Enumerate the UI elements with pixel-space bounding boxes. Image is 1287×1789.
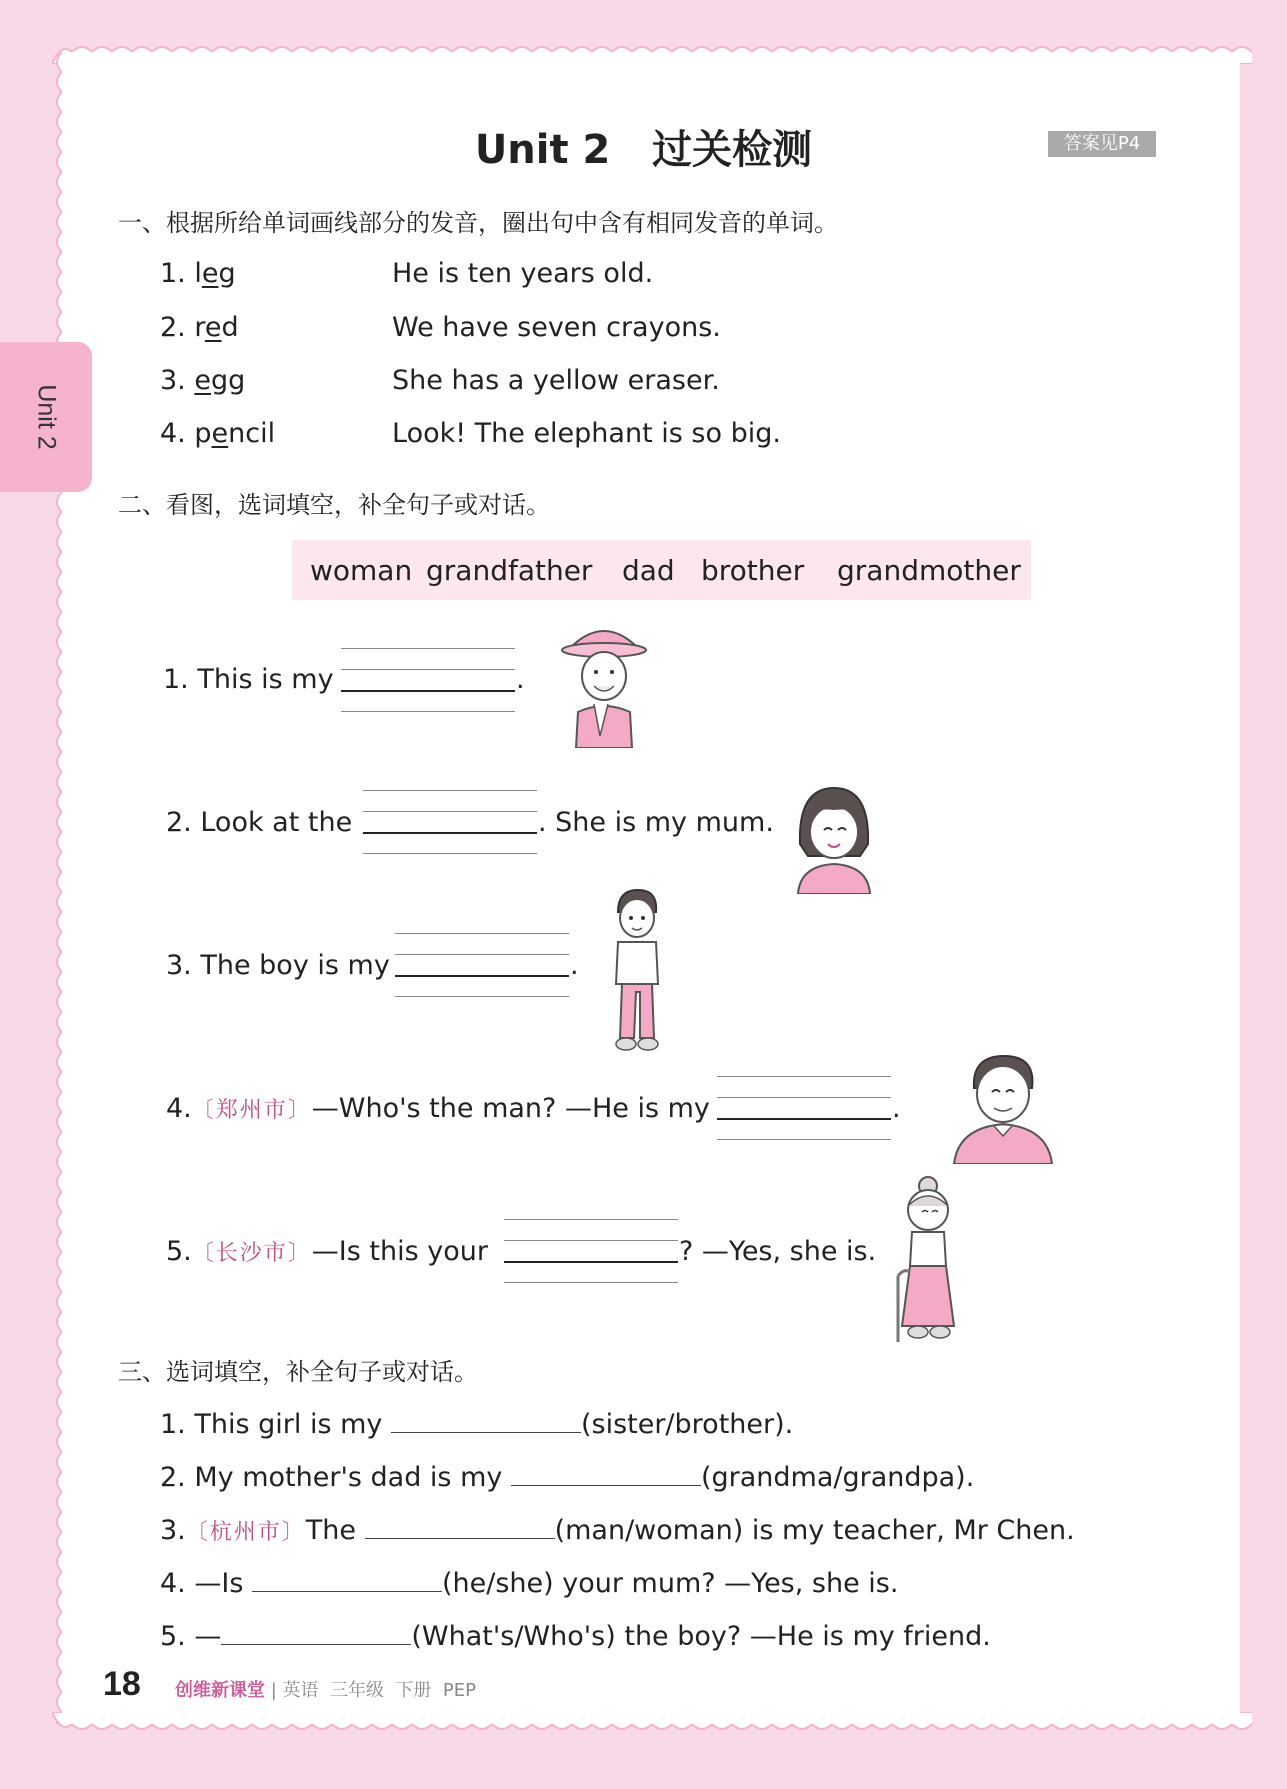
item-text-before: Look at the xyxy=(200,807,353,838)
section3-item-4 xyxy=(160,1564,898,1599)
item-number: 1. xyxy=(160,1409,186,1440)
item-number: 4. xyxy=(160,418,186,449)
section1-heading: 一、根据所给单词画线部分的发音，圈出句中含有相同发音的单词。 xyxy=(118,209,838,237)
word-bank-item: woman xyxy=(310,554,413,587)
section2-heading: 二、看图，选词填空，补全句子或对话。 xyxy=(118,491,550,519)
section1-item-1 xyxy=(160,258,236,289)
section1-sentence-4[interactable]: Look! The elephant is so big. xyxy=(392,418,781,449)
item-number: 4. xyxy=(166,1093,192,1124)
answer-blank[interactable] xyxy=(252,1564,442,1592)
section2-item-2-end: . She is my mum. xyxy=(538,807,774,838)
section1-sentence-2[interactable]: We have seven crayons. xyxy=(392,312,721,343)
section3-item-1 xyxy=(160,1405,793,1440)
item-text-before: This is my xyxy=(197,664,334,695)
item-number: 3. xyxy=(166,950,192,981)
four-line-blank-4[interactable] xyxy=(717,1076,891,1140)
item-word: leg xyxy=(194,258,236,289)
item-text-after: (man/woman) is my teacher, Mr Chen. xyxy=(554,1515,1075,1546)
item-number: 4. xyxy=(160,1568,186,1599)
city-label: 〔杭州市〕 xyxy=(185,1520,306,1545)
item-text-after: (What's/Who's) the boy? —He is my friend. xyxy=(411,1621,991,1652)
item-number: 1. xyxy=(163,664,189,695)
section3-item-5 xyxy=(160,1617,991,1652)
four-line-blank-2[interactable] xyxy=(363,790,537,854)
section1-item-3 xyxy=(160,365,245,396)
mum-icon xyxy=(790,784,878,894)
item-number: 5. xyxy=(166,1236,192,1267)
word-bank-item: brother xyxy=(701,554,805,587)
item-text-before: The boy is my xyxy=(200,950,390,981)
item-text-after: (he/she) your mum? —Yes, she is. xyxy=(441,1568,899,1599)
dad-icon xyxy=(950,1052,1056,1164)
section3-item-3 xyxy=(160,1511,1075,1546)
page-title: Unit 2 过关检测 xyxy=(474,127,813,173)
section2-item-1 xyxy=(163,664,334,695)
item-number: 2. xyxy=(160,312,186,343)
word-bank-item: grandmother xyxy=(837,554,1021,587)
answer-blank[interactable] xyxy=(391,1405,581,1433)
section2-item-3-end: . xyxy=(570,950,579,981)
section1-item-4 xyxy=(160,418,275,449)
section2-item-1-end: . xyxy=(516,664,525,695)
item-number: 1. xyxy=(160,258,186,289)
section2-item-3 xyxy=(166,950,390,981)
answer-blank[interactable] xyxy=(221,1617,411,1645)
item-text-after: (sister/brother). xyxy=(580,1409,794,1440)
item-number: 5. xyxy=(160,1621,186,1652)
word-bank xyxy=(292,540,1031,600)
item-number: 2. xyxy=(160,1462,186,1493)
city-label: 〔郑州市〕 xyxy=(191,1098,312,1123)
item-text-before: —Is this your xyxy=(311,1236,488,1267)
section2-item-4 xyxy=(166,1093,710,1124)
item-text-before: —Who's the man? —He is my xyxy=(311,1093,710,1124)
grandfather-icon xyxy=(558,620,650,748)
boy-icon xyxy=(604,888,670,1056)
publisher-brand: 创维新课堂 xyxy=(175,1680,265,1701)
footer-info xyxy=(175,1676,476,1702)
four-line-blank-1[interactable] xyxy=(341,648,515,712)
word-bank-item: grandfather xyxy=(426,554,593,587)
section2-item-2 xyxy=(166,807,352,838)
answer-blank[interactable] xyxy=(511,1458,701,1486)
section3-heading: 三、选词填空，补全句子或对话。 xyxy=(118,1358,478,1386)
item-text-before: —Is xyxy=(194,1568,244,1599)
section2-item-4-end: . xyxy=(892,1093,901,1124)
item-word: red xyxy=(194,312,239,343)
unit-side-tab xyxy=(0,342,92,492)
item-word: egg xyxy=(194,365,246,396)
item-number: 2. xyxy=(166,807,192,838)
item-text-before: The xyxy=(305,1515,356,1546)
item-number: 3. xyxy=(160,1515,186,1546)
item-text-before: This girl is my xyxy=(194,1409,383,1440)
section2-item-5 xyxy=(166,1236,488,1267)
answer-reference-badge: 答案见P4 xyxy=(1048,131,1156,157)
word-bank-item: dad xyxy=(622,554,675,587)
section1-item-2 xyxy=(160,312,239,343)
item-text-before: My mother's dad is my xyxy=(194,1462,503,1493)
grandmother-icon xyxy=(890,1176,962,1346)
city-label: 〔长沙市〕 xyxy=(191,1241,312,1266)
page-number: 18 xyxy=(103,1665,141,1703)
item-number: 3. xyxy=(160,365,186,396)
item-word: pencil xyxy=(194,418,276,449)
section3-item-2 xyxy=(160,1458,974,1493)
four-line-blank-5[interactable] xyxy=(504,1219,678,1283)
item-text-after: (grandma/grandpa). xyxy=(700,1462,975,1493)
item-text-before: — xyxy=(194,1621,222,1652)
section1-sentence-3[interactable]: She has a yellow eraser. xyxy=(392,365,720,396)
book-details: | 英语 三年级 下册 PEP xyxy=(270,1680,476,1701)
unit-side-tab-label: Unit 2 xyxy=(32,384,61,450)
answer-blank[interactable] xyxy=(365,1511,555,1539)
section2-item-5-end: ? —Yes, she is. xyxy=(679,1236,877,1267)
four-line-blank-3[interactable] xyxy=(395,933,569,997)
section1-sentence-1[interactable]: He is ten years old. xyxy=(392,258,654,289)
